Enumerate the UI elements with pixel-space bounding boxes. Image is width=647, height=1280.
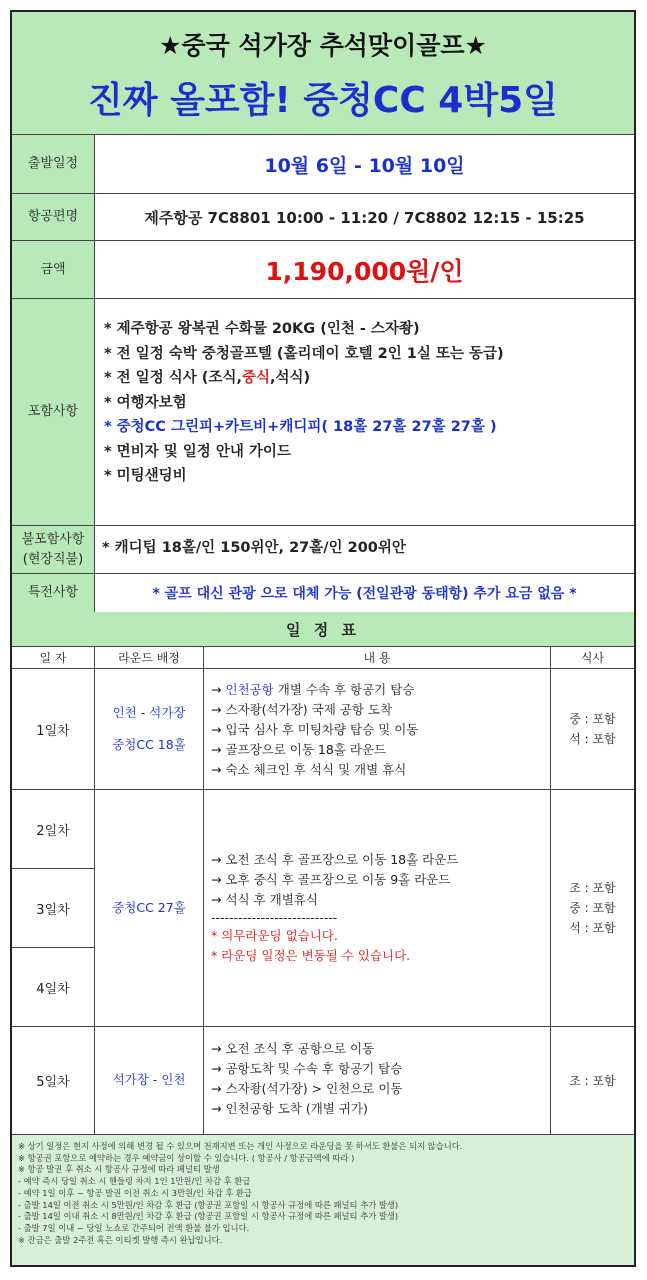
included-item: * 미팅샌딩비 [104,468,187,484]
col-content: 내 용 [204,646,550,669]
flight-row [12,194,634,241]
note-line: ※ 항공권 포함으로 예약하는 경우 예약금이 상이할 수 있습니다. ( 항공사 / 항공금액에 따라 ) [18,1152,355,1163]
price-label: 금액 [12,241,95,298]
flight-info: 제주항공 7C8801 10:00 - 11:20 / 7C8802 12:15 - 15:25 [144,208,585,227]
included-item: * 여행자보험 [104,394,187,411]
round-day-5: 석가장 - 인천 [112,1072,186,1088]
note-line: - 출발 14일 이내 취소 시 8만원/인 차감 후 환급 (항공권 포함일 시 항공사 규정에 따른 패널티 추가 발생) [18,1211,399,1222]
price-row [12,241,634,299]
round-day-2-4: 중청CC 27홀 [112,899,186,915]
price-value: 1,190,000원/인 [265,256,464,286]
content-day-1: → 인천공항 개별 수속 후 항공기 탑승 → 스자좡(석가장) 국제 공항 도착 → 입국 심사 후 미팅차량 탑승 및 이동 → 골프장으로 이동 18홀 라운드 → 숙소 체크인 후 석식 및 개별 휴식 [211,682,419,777]
col-round: 라운드 배정 [95,646,203,669]
schedule-title: 일 정 표 [12,612,634,647]
included-item: * 면비자 및 일정 안내 가이드 [104,443,291,460]
included-item: * 중청CC 그린피+카트비+캐디피( 18홀 27홀 27홀 27홀 ) [104,419,497,435]
package-title: 진짜 올포함! 중청CC 4박5일 [88,80,558,121]
content-day-5: → 오전 조식 후 공항으로 이동 → 공항도착 및 수속 후 항공기 탑승 → 스자좡(석가장) > 인천으로 이동 → 인천공항 도착 (개별 귀가) [211,1041,403,1116]
included-row [12,299,634,526]
included-item: * 전 일정 식사 (조식,중식,석식) [104,370,311,386]
day-5: 5일차 [36,1075,70,1090]
round-day-1: 인천 - 석가장 중청CC 18홀 [112,704,186,752]
note-line: - 출발 7일 이내 ~ 당일 노쇼로 간주되어 전액 환불 불가 입니다. [18,1222,250,1233]
meal-day-1: 중 : 포함 석 : 포함 [569,712,616,746]
grid-line [203,646,204,1135]
excluded-row [12,526,634,574]
flyer-frame [10,10,636,1267]
special-value: * 골프 대신 관광 으로 대체 가능 (전일관광 동태항) 추가 요금 없음 * [152,586,577,602]
departure-row [12,135,634,194]
flight-label: 항공편명 [12,194,95,240]
note-line: - 예약 1일 이후 ~ 항공 발권 이전 취소 시 3만원/인 차감 후 환급 [18,1187,252,1198]
included-label: 포함사항 [12,299,95,525]
note-line: - 예약 즉시 당일 취소 시 핸들링 차지 1인 1만원/인 차감 후 환급 [18,1176,251,1187]
included-item: * 제주항공 왕복권 수화물 20KG (인천 - 스자좡) [104,321,420,337]
note-line: - 출발 14일 이전 취소 시 5만원/인 차감 후 환급 (항공권 포함일 시 항공사 규정에 따른 패널티 추가 발생) [18,1199,399,1210]
included-item: * 전 일정 숙박 중청골프텔 (홀리데이 호텔 2인 1실 또는 동급) [104,345,504,362]
note-line: ※ 상기 일정은 현지 사정에 의해 변경 될 수 있으며 천재지변 또는 개인 사정으로 라운딩을 못 하셔도 환불은 되지 않습니다. [18,1141,463,1151]
excluded-value: * 캐디팁 18홀/인 150위안, 27홀/인 200위안 [102,540,406,556]
day-4: 4일차 [36,981,70,997]
day-2: 2일차 [36,823,70,839]
terms-notes [12,1135,634,1265]
departure-label: 출발일정 [12,135,95,193]
col-day: 일 자 [12,646,94,669]
special-label: 특전사항 [12,574,95,612]
day-3: 3일차 [36,902,70,918]
meal-day-5: 조 : 포함 [569,1073,616,1088]
col-meal: 식사 [551,646,634,669]
meal-day-2-4: 조 : 포함 중 : 포함 석 : 포함 [569,881,616,935]
day-1: 1일차 [36,723,70,739]
note-line: ※ 잔금은 출발 2주전 혹은 이티켓 발행 즉시 완납입니다. [18,1234,223,1245]
included-list [104,317,504,489]
title-banner [12,12,634,135]
excluded-label: 불포함사항 (현장직불) [12,526,95,573]
event-title: ★중국 석가장 추석맞이골프★ [159,31,487,60]
content-day-2-4: → 오전 조식 후 골프장으로 이동 18홀 라운드 → 오후 중식 후 골프장으로 이동 9홀 라운드 → 석식 후 개별휴식 ---------------------------- * 의무라운딩 없습니다. * 라운딩 일정은 변동될 수 있습니다. [211,852,459,963]
note-line: ※ 항공 발권 후 취소 시 항공사 규정에 따라 패널티 발생 [18,1164,220,1175]
special-row [12,574,634,613]
departure-dates: 10월 6일 - 10월 10일 [264,154,465,177]
